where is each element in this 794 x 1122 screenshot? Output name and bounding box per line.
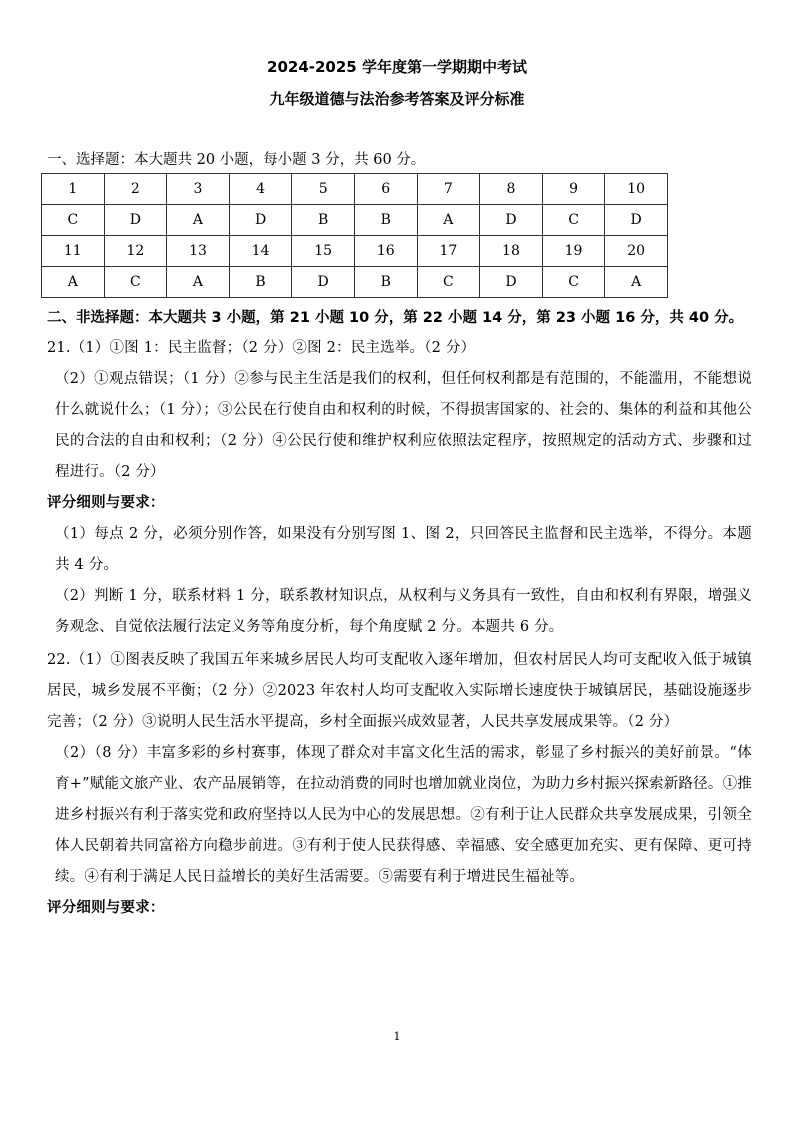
answer-table-cell: 16 xyxy=(354,236,417,267)
answer-table-cell: 18 xyxy=(480,236,543,267)
answer-table-cell: 1 xyxy=(42,174,105,205)
answer-table-cell: C xyxy=(417,267,480,298)
answer-table-cell: 10 xyxy=(605,174,668,205)
answer-table-cell: D xyxy=(605,205,668,236)
answer-table-cell: A xyxy=(167,205,230,236)
section2-heading: 二、非选择题：本大题共 3 小题，第 21 小题 10 分，第 22 小题 14 分，第 23 小题 16 分，共 40 分。 xyxy=(47,310,744,326)
answer-table-cell: A xyxy=(605,267,668,298)
answer-table-cell: A xyxy=(42,267,105,298)
exam-title: 2024-2025 学年度第一学期期中考试 xyxy=(267,58,527,76)
answer-table-cell: D xyxy=(229,205,292,236)
answer-table-cell: B xyxy=(354,205,417,236)
answer-table-cell: 15 xyxy=(292,236,355,267)
answer-table-cell: B xyxy=(354,267,417,298)
answer-table-cell: 2 xyxy=(104,174,167,205)
answer-table-cell: 12 xyxy=(104,236,167,267)
answer-table-cell: A xyxy=(167,267,230,298)
answer-table-cell: 7 xyxy=(417,174,480,205)
exam-subtitle: 九年级道德与法治参考答案及评分标准 xyxy=(269,90,525,108)
q22-criteria-heading: 评分细则与要求： xyxy=(47,900,165,916)
q21-part1: 21.（1）①图 1：民主监督；（2 分）②图 2：民主选举。（2 分） xyxy=(47,340,476,356)
answer-table-cell: 6 xyxy=(354,174,417,205)
answer-table-row xyxy=(42,267,668,298)
answer-table-row xyxy=(42,174,668,205)
answer-table-cell: D xyxy=(104,205,167,236)
answer-table-cell: B xyxy=(292,205,355,236)
section1-heading: 一、选择题：本大题共 20 小题，每小题 3 分，共 60 分。 xyxy=(47,152,426,168)
answer-table-cell: 11 xyxy=(42,236,105,267)
answer-table-cell: 8 xyxy=(480,174,543,205)
page-number: 1 xyxy=(393,1030,401,1043)
answer-table xyxy=(41,173,668,298)
answer-table-cell: D xyxy=(292,267,355,298)
answer-table-cell: 9 xyxy=(542,174,605,205)
q21-block xyxy=(47,333,752,643)
q21-criteria-heading: 评分细则与要求： xyxy=(47,495,165,511)
answer-table-row xyxy=(42,236,668,267)
answer-table-cell: 4 xyxy=(229,174,292,205)
q22-block xyxy=(47,645,752,924)
answer-table-cell: 17 xyxy=(417,236,480,267)
answer-table-row xyxy=(42,205,668,236)
q21-criteria-1: （1）每点 2 分，必须分别作答，如果没有分别写图 1、图 2，只回答民主监督和民主选举，不得分。本题共 4 分。 xyxy=(55,526,752,573)
q22-part2: （2）（8 分）丰富多彩的乡村赛事，体现了群众对丰富文化生活的需求，彰显了乡村振兴的美好前景。“体育+”赋能文旅产业、农产品展销等，在拉动消费的同时也增加就业岗位，为助力乡村振兴探索新路径。①推进乡村振兴有利于落实党和政府坚持以人民为中心的发展思想。②有利于让人民群众共享发展成果，引领全体人民朝着共同富裕方向稳步前进。③有利于使人民获得感、幸福感、安全感更加充实、更有保障、更可持续。④有利于满足人民日益增长的美好生活需要。⑤需要有利于增进民生福祉等。 xyxy=(55,745,752,885)
q21-criteria-2: （2）判断 1 分，联系材料 1 分，联系教材知识点，从权利与义务具有一致性，自由和权利有界限，增强义务观念、自觉依法履行法定义务等角度分析，每个角度赋 2 分。本题共 6 分。 xyxy=(55,588,752,635)
q21-part2: （2）①观点错误；（1 分）②参与民主生活是我们的权利，但任何权利都是有范围的，不能滥用，不能想说什么就说什么；（1 分）；③公民在行使自由和权利的时候，不得损害国家的、社会的、集体的利益和其他公民的合法的自由和权利；（2 分）④公民行使和维护权利应依照法定程序，按照规定的活动方式、步骤和过程进行。（2 分） xyxy=(55,371,752,480)
answer-table-cell: C xyxy=(542,267,605,298)
answer-table-cell: 20 xyxy=(605,236,668,267)
answer-table-cell: D xyxy=(480,267,543,298)
answer-table-cell: 14 xyxy=(229,236,292,267)
q22-part1: 22.（1）①图表反映了我国五年来城乡居民人均可支配收入逐年增加，但农村居民人均可支配收入低于城镇居民，城乡发展不平衡；（2 分）②2023 年农村人均可支配收入实际增长速度快于城镇居民，基础设施逐步完善；（2 分）③说明人民生活水平提高，乡村全面振兴成效显著，人民共享发展成果等。（2 分） xyxy=(47,652,752,730)
answer-table-cell: D xyxy=(480,205,543,236)
answer-table-cell: C xyxy=(104,267,167,298)
answer-table-cell: A xyxy=(417,205,480,236)
answer-table-cell: 19 xyxy=(542,236,605,267)
answer-table-cell: 3 xyxy=(167,174,230,205)
answer-table-cell: C xyxy=(542,205,605,236)
answer-table-cell: B xyxy=(229,267,292,298)
answer-table-cell: C xyxy=(42,205,105,236)
answer-table-cell: 13 xyxy=(167,236,230,267)
answer-table-cell: 5 xyxy=(292,174,355,205)
